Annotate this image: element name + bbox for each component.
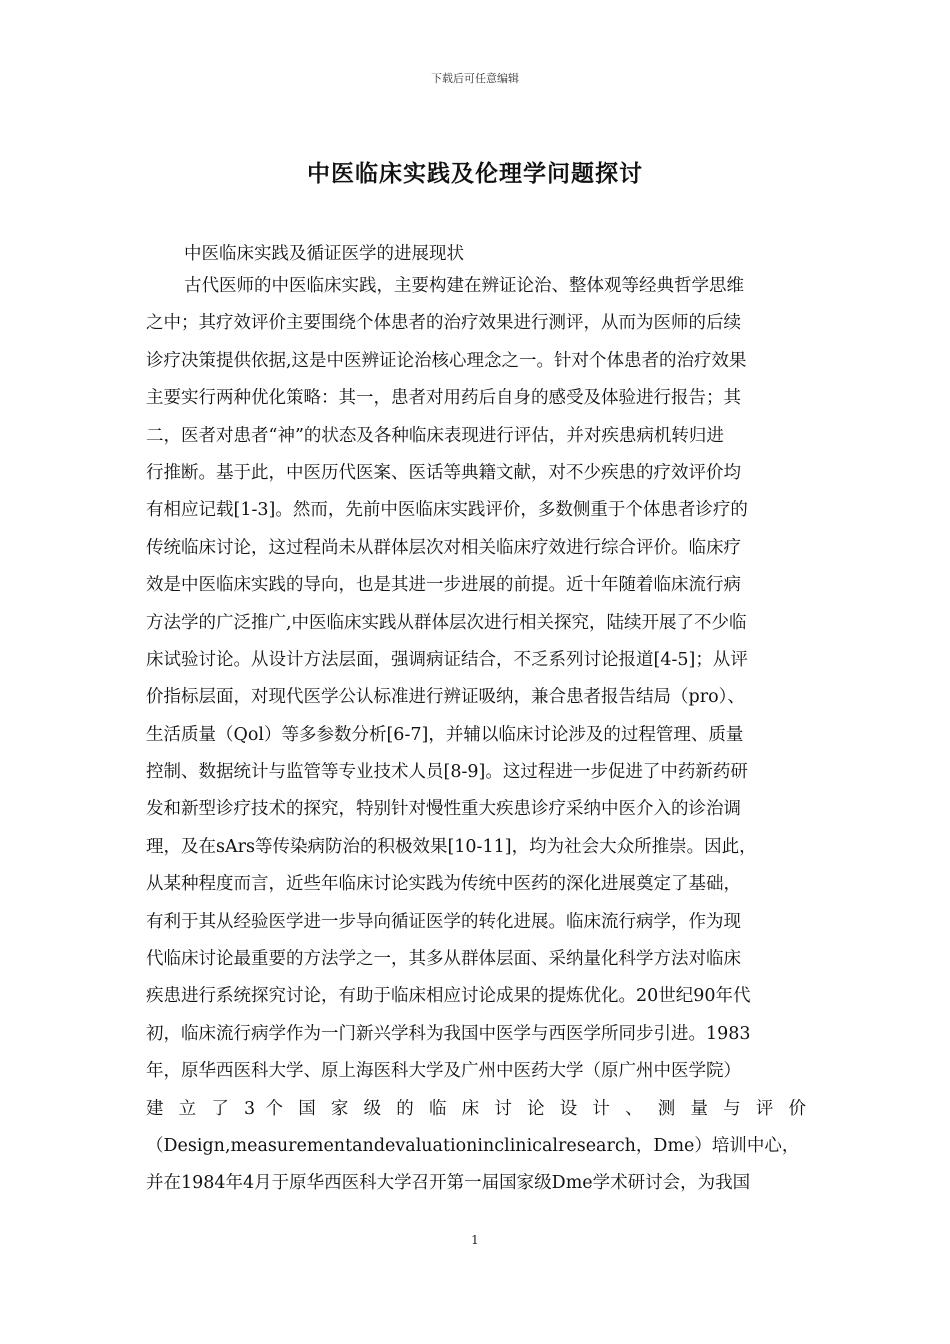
paragraph-line: 方法学的广泛推广,中医临床实践从群体层次进行相关探究，陆续开展了不少临 [146,612,747,633]
paragraph-line: 有利于其从经验医学进一步导向循证医学的转化进展。临床流行病学，作为现 [146,911,741,932]
paragraph-line: 从某种程度而言，近些年临床讨论实践为传统中医药的深化进展奠定了基础， [146,874,741,895]
page-number: 1 [471,1233,479,1247]
paragraph-line: 主要实行两种优化策略：其一，患者对用药后自身的感受及体验进行报告；其 [146,388,741,409]
paragraph-line: 控制、数据统计与监管等专业技术人员[8-9]。这过程进一步促进了中药新药研 [146,762,748,783]
paragraph-line: 二，医者对患者“神”的状态及各种临床表现进行评估，并对疾患病机转归进 [146,425,724,446]
paragraph-line: 疾患进行系统探究讨论，有助于临床相应讨论成果的提炼优化。20世纪90年代 [146,986,751,1007]
paragraph-line: 之中；其疗效评价主要围绕个体患者的治疗效果进行测评，从而为医师的后续 [146,313,741,334]
paragraph-line: 有相应记载[1-3]。然而，先前中医临床实践评价，多数侧重于个体患者诊疗的 [146,500,748,521]
paragraph-line: 效是中医临床实践的导向，也是其进一步进展的前提。近十年随着临床流行病 [146,575,741,596]
paragraph-line: 年，原华西医科大学、原上海医科大学及广州中医药大学（原广州中医学院） [146,1061,741,1082]
paragraph-line: 古代医师的中医临床实践，主要构建在辨证论治、整体观等经典哲学思维 [184,276,744,296]
paragraph-line: 代临床讨论最重要的方法学之一，其多从群体层面、采纳量化科学方法对临床 [146,949,741,970]
paragraph-line: 理，及在sArs等传染病防治的积极效果[10-11]，均为社会大众所推崇。因此， [146,836,757,857]
paragraph-line: 行推断。基于此，中医历代医案、医话等典籍文献，对不少疾患的疗效评价均 [146,462,741,483]
page-title: 中医临床实践及伦理学问题探讨 [307,161,643,187]
paragraph-line: 发和新型诊疗技术的探究，特别针对慢性重大疾患诊疗采纳中医介入的诊治调 [146,799,741,820]
paragraph-line: 诊疗决策提供依据,这是中医辨证论治核心理念之一。针对个体患者的治疗效果 [146,350,747,371]
paragraph-line: 床试验讨论。从设计方法层面，强调病证结合，不乏系列讨论报道[4-5]；从评 [146,649,748,670]
paragraph-line: 传统临床讨论，这过程尚未从群体层次对相关临床疗效进行综合评价。临床疗 [146,537,741,558]
paragraph-line: 生活质量（Qol）等多参数分析[6-7]，并辅以临床讨论涉及的过程管理、质量 [146,724,744,745]
paragraph-line: 建 立 了 3 个 国 家 级 的 临 床 讨 论 设 计 、 测 量 与 评 价 [146,1098,806,1119]
section-heading: 中医临床实践及循证医学的进展现状 [184,244,464,264]
body-paragraph [146,268,806,1203]
header-note: 下载后可任意编辑 [431,72,519,85]
paragraph-line: 初，临床流行病学作为一门新兴学科为我国中医学与西医学所同步引进。1983 [146,1023,751,1044]
paragraph-line: 价指标层面，对现代医学公认标准进行辨证吸纳，兼合患者报告结局（pro）、 [146,687,745,708]
paragraph-line: （Design,measurementandevaluationinclinicalresearch，Dme）培训中心， [146,1135,800,1156]
paragraph-line: 并在1984年4月于原华西医科大学召开第一届国家级Dme学术研讨会，为我国 [146,1173,751,1194]
